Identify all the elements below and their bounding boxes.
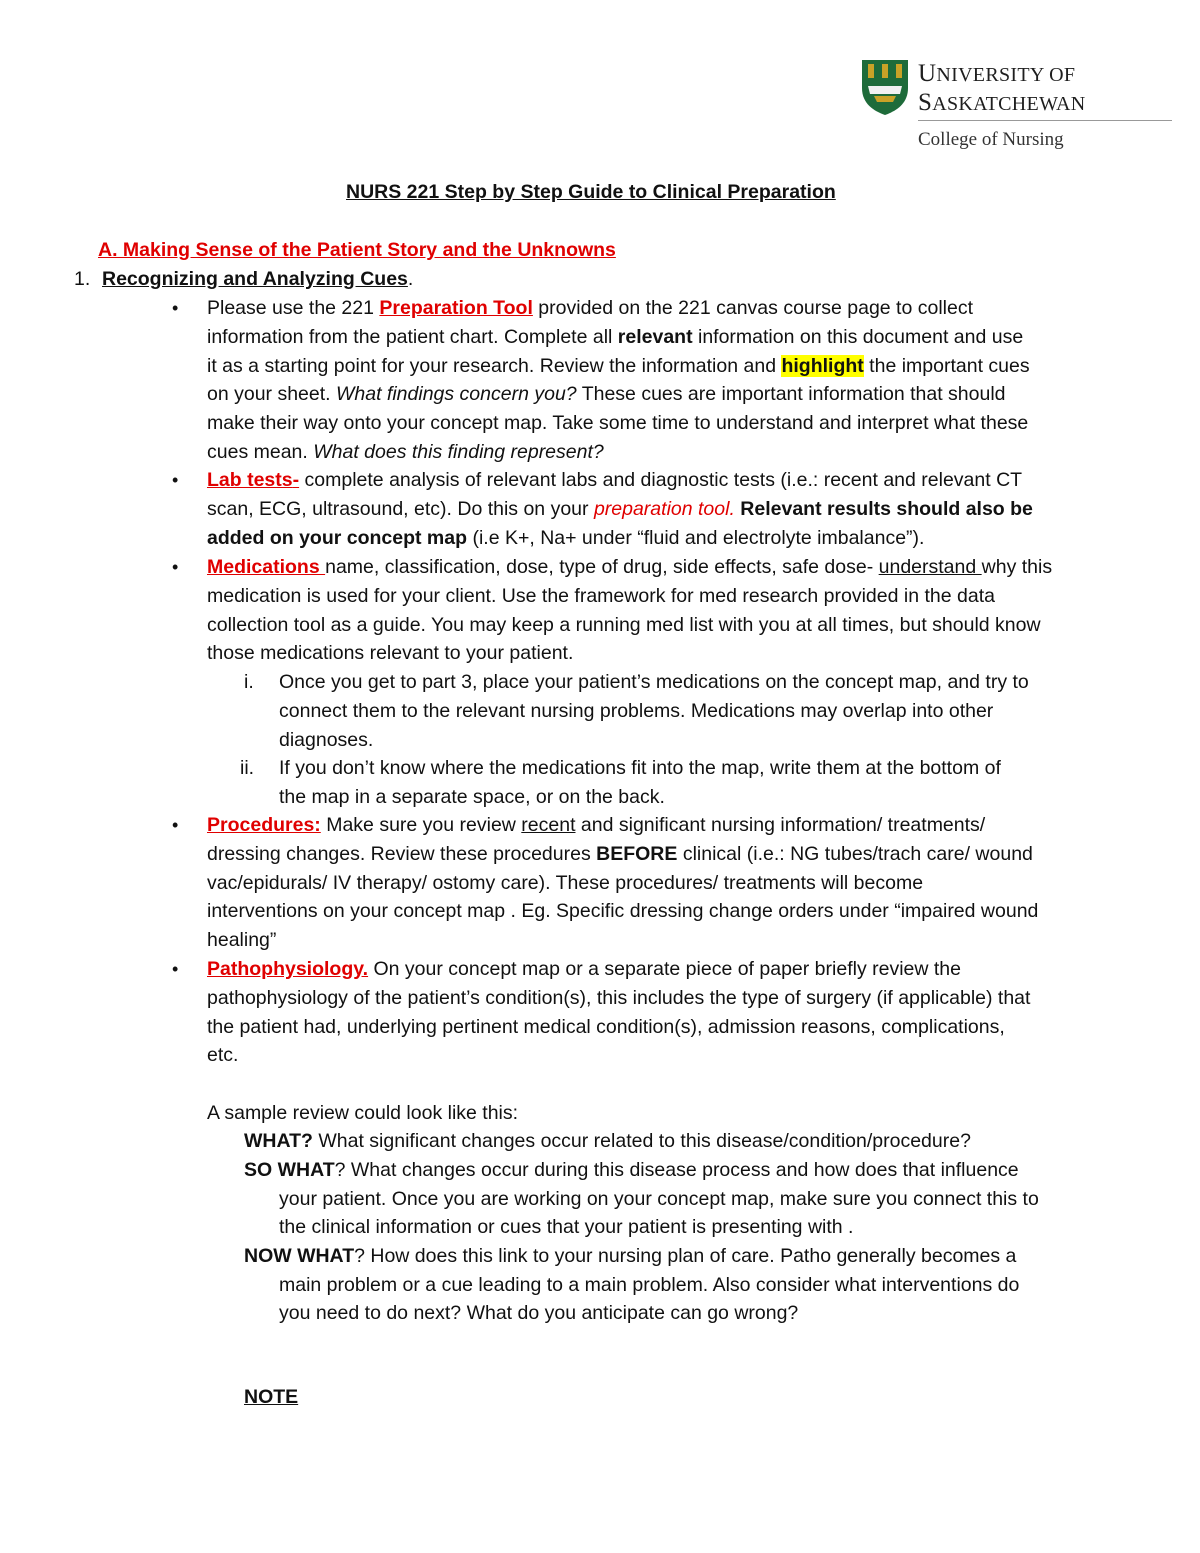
section-a-heading: A. Making Sense of the Patient Story and the Unknowns — [98, 239, 616, 261]
logo-divider — [918, 120, 1172, 121]
bullet-icon: • — [172, 557, 179, 577]
document-title: NURS 221 Step by Step Guide to Clinical Preparation — [346, 181, 836, 203]
sub-item-i-number: i. — [244, 671, 254, 693]
sub-item-ii-number: ii. — [240, 757, 255, 779]
bullet-medications: Medications name, classification, dose, type of drug, side effects, safe dose- understand why this medication is used for your client. Use the framework for med research provided in the data collection tool as a guide. You may keep a running med list with you at all times, but should know those medications relevant to your patient. — [207, 556, 1053, 665]
bullet-lab-tests: Lab tests- complete analysis of relevant labs and diagnostic tests (i.e.: recent and relevant CT scan, ECG, ultrasound, etc). Do this on your preparation tool. Relevant results should also be added on your concept map (i.e K+, Na+ under “fluid and electrolyte imbalance”). — [207, 469, 1033, 549]
sub-item-ii: If you don’t know where the medications fit into the map, write them at the bottom of the map in a separate space, or on the back. — [279, 757, 1001, 808]
bullet-preparation-tool: Please use the 221 Preparation Tool provided on the 221 canvas course page to collect information from the patient chart. Complete all relevant information on this document and use it as a starting point for your research. Review the information and highlight the important cues on your sheet. What findings concern you? These cues are important information that should make their way onto your concept map. Take some time to understand and interpret what these cues mean. What does this finding represent? — [207, 297, 1030, 463]
college-name: College of Nursing — [918, 129, 1064, 150]
item-1-number: 1. — [74, 268, 91, 290]
university-name-line1: UNIVERSITY OF — [918, 60, 1076, 87]
sample-intro: A sample review could look like this: — [207, 1102, 519, 1124]
bullet-icon: • — [172, 959, 179, 979]
item-1-heading: 1. Recognizing and Analyzing Cues. — [74, 265, 413, 294]
note-heading: NOTE — [244, 1386, 299, 1408]
highlighted-word: highlight — [781, 354, 864, 377]
university-logo — [860, 58, 1130, 158]
bullet-icon: • — [172, 298, 179, 318]
crest-icon — [860, 58, 910, 116]
university-name-line2: SASKATCHEWAN — [918, 89, 1086, 116]
what-question: WHAT? What significant changes occur related to this disease/condition/procedure? — [244, 1130, 971, 1152]
so-what-question: SO WHAT? What changes occur during this disease process and how does that influence — [244, 1159, 1019, 1181]
bullet-pathophysiology: Pathophysiology. On your concept map or a separate piece of paper briefly review the pathophysiology of the patient’s condition(s), this includes the type of surgery (if applicable) that the patient had, underlying pertinent medical condition(s), admission reasons, complications, etc. — [207, 958, 1031, 1067]
bullet-icon: • — [172, 470, 179, 490]
item-1-label: Recognizing and Analyzing Cues — [102, 268, 408, 290]
now-what-question: NOW WHAT? How does this link to your nursing plan of care. Patho generally becomes a — [244, 1245, 1017, 1267]
sub-item-i: Once you get to part 3, place your patient’s medications on the concept map, and try to connect them to the relevant nursing problems. Medications may overlap into other diagnoses. — [279, 671, 1029, 751]
document-page: UNIVERSITY OF SASKATCHEWAN College of Nursing NURS 221 Step by Step Guide to Clinical Preparation A. Making Sense of the Patient Story and the Unknowns 1. Recognizing and Analyzing Cues. • Please use the 221 Preparation Tool provided on the 221 canvas course page to collect information from the patient chart. Complete all relevant information on this document and use it as a starting point for your research. Review the information and highlight the important cues on your sheet. What findings concern you? These cues are important information that should make their way onto your concept map. Take some time to understand and interpret what these cues mean. What does this finding represent? • Lab tests- complete analysis of relevant labs and diagnostic tests (i.e.: recent and relevant CT scan, ECG, ultrasound, etc). Do this on your preparation tool. Relevant results should also be added on your concept map (i.e K+, Na+ under “fluid and electrolyte imbalance”). • Medications name, classification, dose, type of drug, side effects, safe dose- understand why this medication is used for your client. Use the framework for med research provided in the data collection tool as a guide. You may keep a running med list with you at all times, but should know those medications relevant to your patient. i. Once you get to part 3, place your patient’s medications on the concept map, and try to connect them to the relevant nursing problems. Medications may overlap into other diagnoses. ii. If you don’t know where the medications fit into the map, write them at the bottom of the map in a separate space, or on the back. • Procedures: Make sure you review recent and significant nursing information/ treatments/ dressing changes. Review these procedures BEFORE clinical (i.e.: NG tubes/trach care/ wound vac/epidurals/ IV therapy/ ostomy care). These procedures/ treatments will become interventions on your concept map . Eg. Specific dressing change orders under “impaired wound healing” • Pathophysiology. On your concept map or a separate piece of paper briefly review the pathophysiology of the patient’s condition(s), this includes the type of surgery (if applicable) that the patient had, underlying pertinent medical condition(s), admission reasons, complications, etc. A sample review could look like this: WHAT? What significant changes occur related to this disease/condition/procedure? SO WHAT? What changes occur during this disease process and how does that influence your patient. Once you are working on your concept map, make sure you connect this to the clinical information or cues that your patient is presenting with . NOW WHAT? How does this link to your nursing plan of care. Patho generally becomes a main problem or a cue leading to a main problem. Also consider what interventions do you need to do next? What do you anticipate can go wrong? NOTE — [0, 0, 1200, 1553]
bullet-procedures: Procedures: Make sure you review recent and significant nursing information/ treatments/ dressing changes. Review these procedures BEFORE clinical (i.e.: NG tubes/trach care/ wound vac/epidurals/ IV therapy/ ostomy care). These procedures/ treatments will become interventions on your concept map . Eg. Specific dressing change orders under “impaired wound healing” — [207, 814, 1039, 952]
bullet-icon: • — [172, 815, 179, 835]
